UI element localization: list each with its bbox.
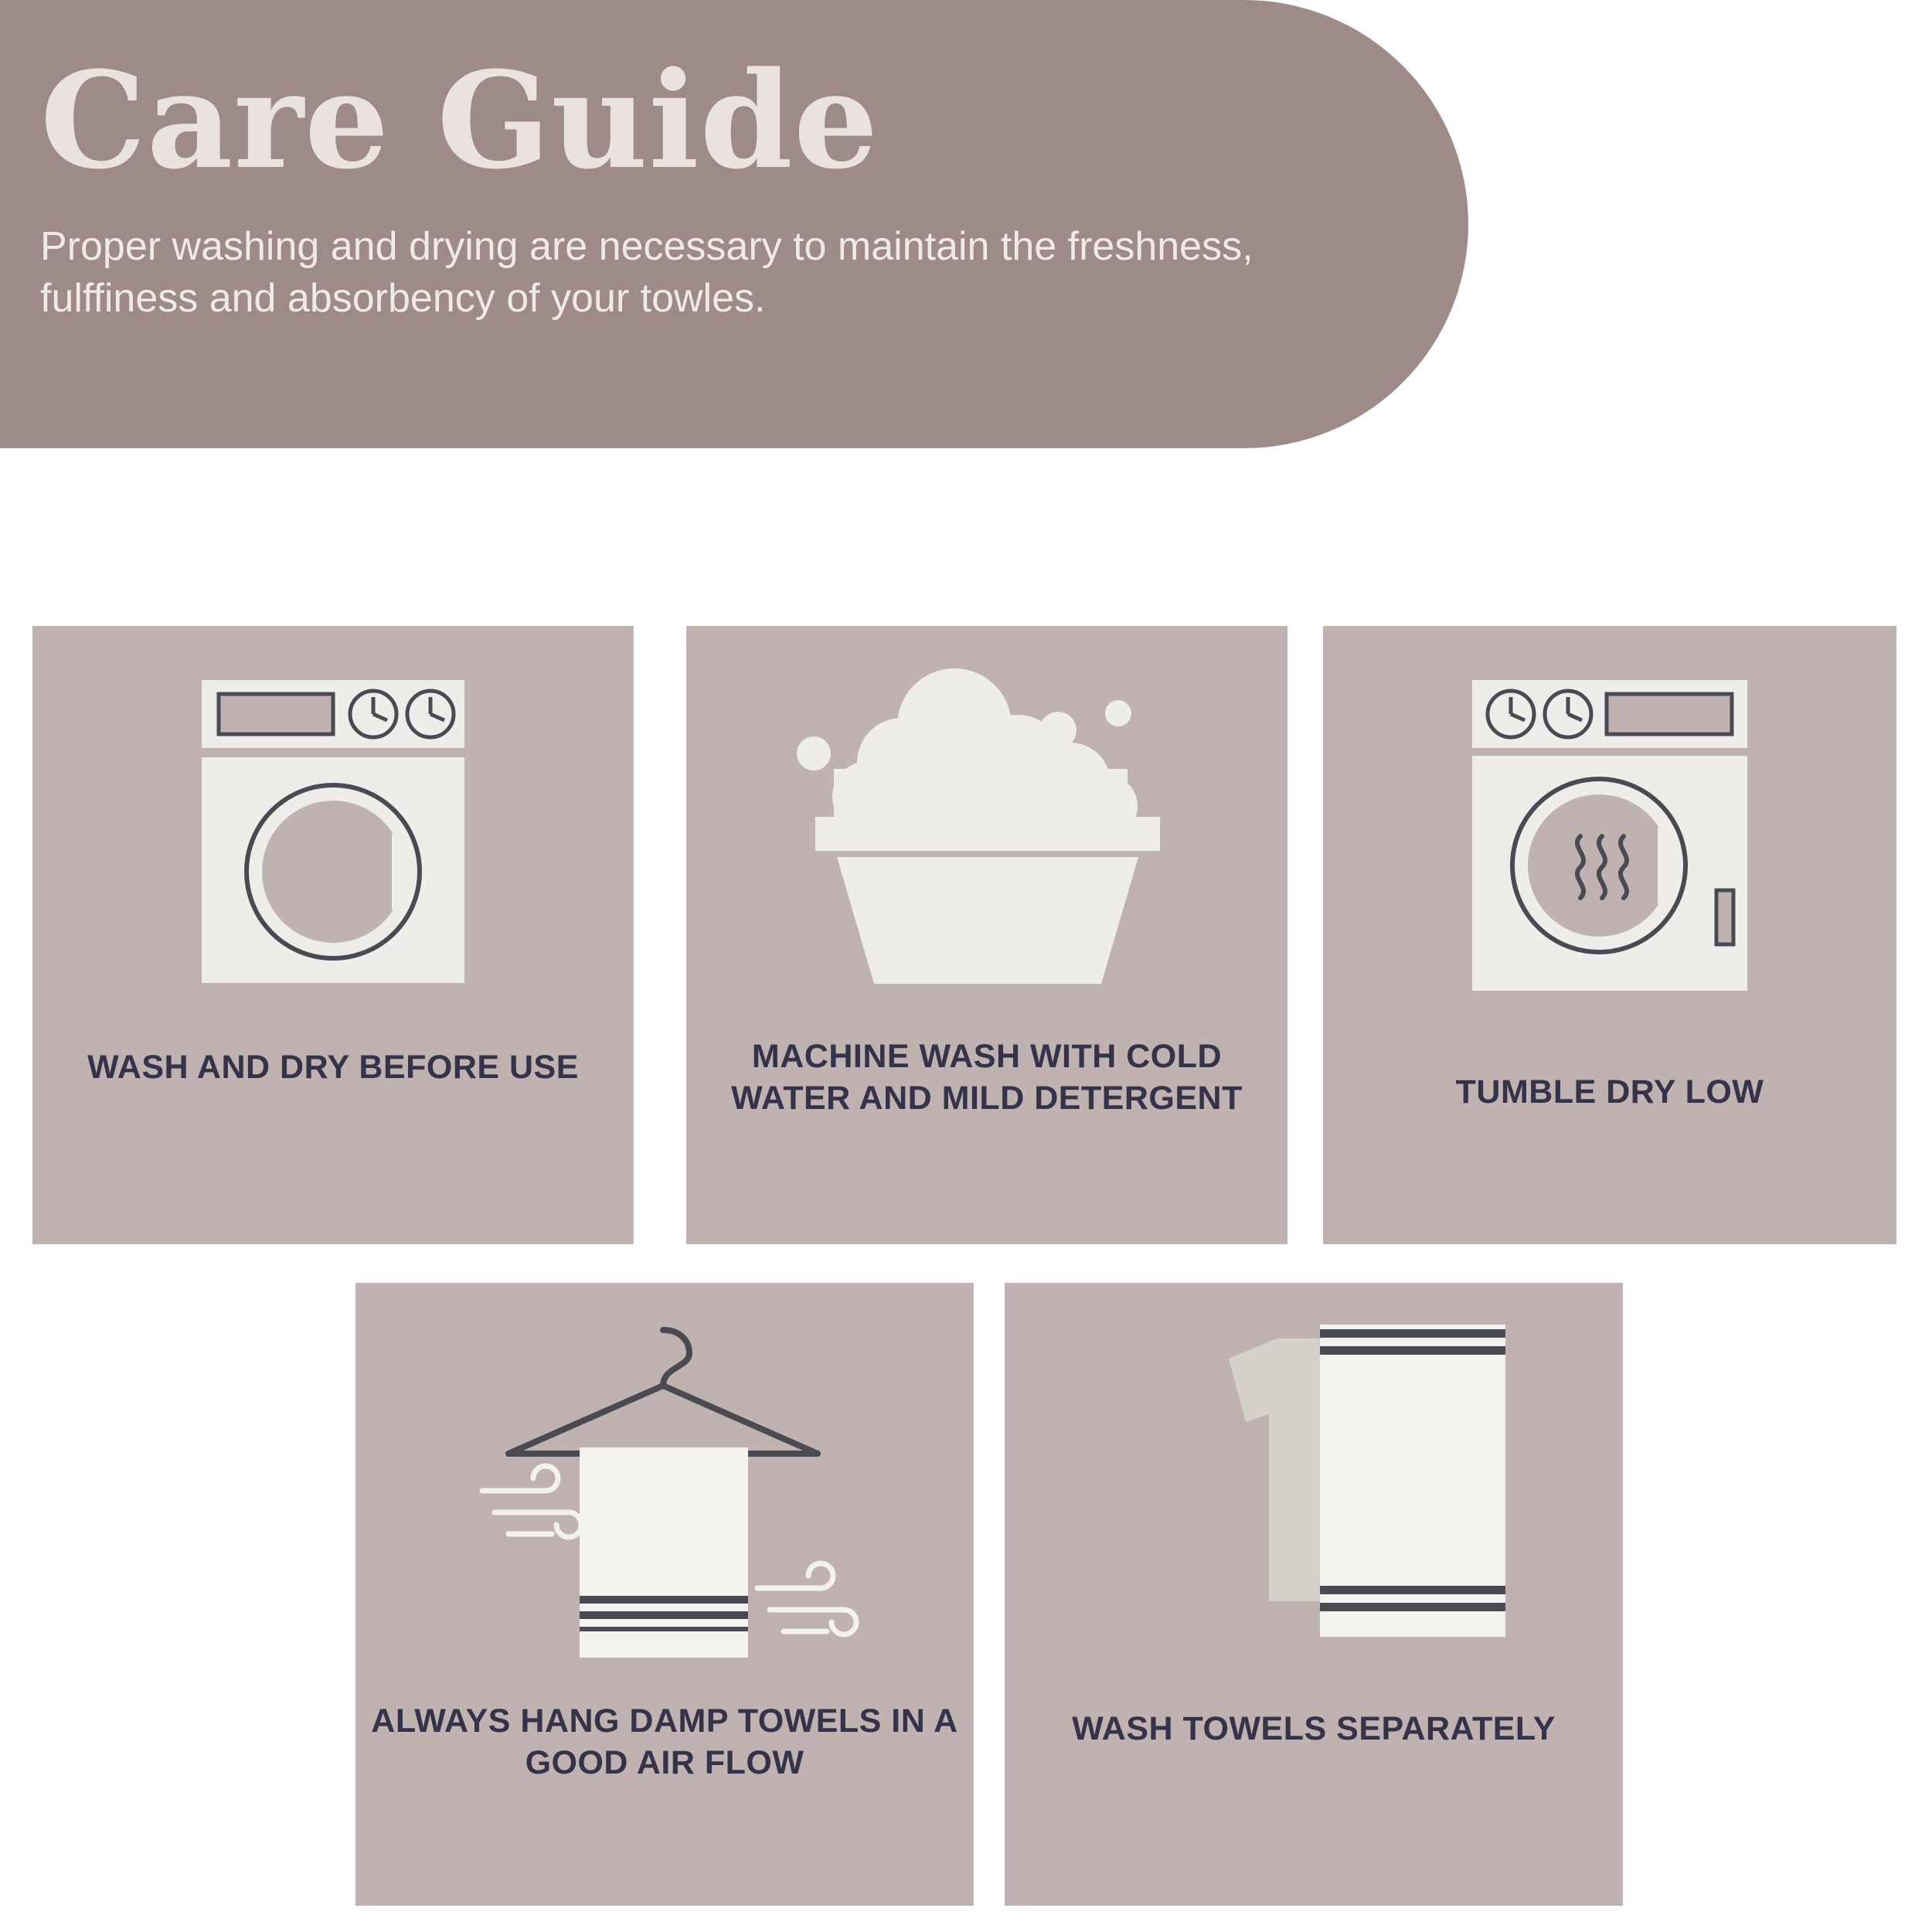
care-card-label: WASH AND DRY BEFORE USE bbox=[87, 1049, 579, 1086]
page-title: Care Guide bbox=[40, 42, 879, 199]
care-card-label: WASH TOWELS SEPARATELY bbox=[1072, 1710, 1556, 1747]
header-subtitle: Proper washing and drying are necessary to maintain the freshness, fulffiness and absorbency of your towles. bbox=[40, 224, 1253, 321]
wash-basin-suds-icon bbox=[686, 626, 1287, 1028]
header-banner bbox=[0, 0, 1468, 448]
care-card-machine-wash-cold bbox=[686, 626, 1287, 1244]
care-card-wash-separately bbox=[1005, 1283, 1623, 1906]
washing-machine-icon bbox=[32, 626, 634, 1036]
care-card-label: ALWAYS HANG DAMP TOWELS IN A GOOD AIR FLOW bbox=[371, 1702, 958, 1782]
care-card-label: TUMBLE DRY LOW bbox=[1455, 1073, 1764, 1111]
hanger-towel-airflow-icon bbox=[355, 1283, 974, 1685]
tumble-dryer-icon bbox=[1323, 626, 1896, 1051]
shirt-and-towel-icon bbox=[1005, 1283, 1623, 1677]
care-card-wash-dry-before-use bbox=[32, 626, 634, 1244]
care-card-hang-damp-towels bbox=[355, 1283, 974, 1906]
care-card-tumble-dry-low bbox=[1323, 626, 1896, 1244]
care-card-label: MACHINE WASH WITH COLD WATER AND MILD DETERGENT bbox=[731, 1038, 1243, 1117]
